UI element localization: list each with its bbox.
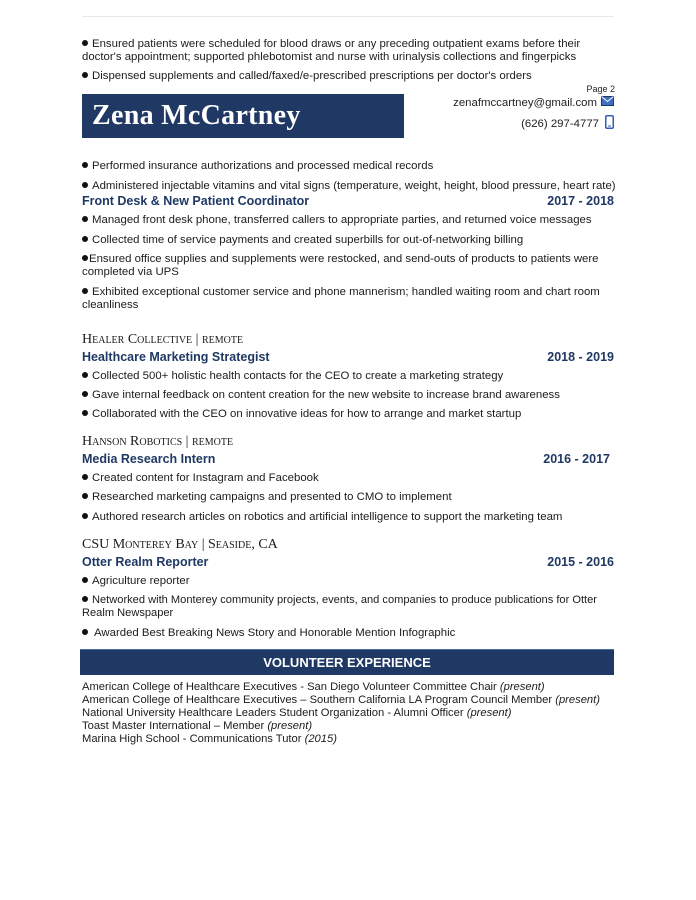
page-number: Page 2: [586, 84, 615, 94]
bullet-icon: [82, 72, 88, 78]
section-heading: VOLUNTEER EXPERIENCE: [263, 655, 431, 670]
bullet-item: Created content for Instagram and Facebook: [82, 472, 617, 485]
volunteer-item: National University Healthcare Leaders Student Organization - Alumni Officer (present): [82, 707, 512, 719]
bullet-icon: [82, 40, 88, 46]
bullet-icon: [82, 513, 88, 519]
candidate-name: Zena McCartney: [92, 100, 301, 131]
bullet-icon: [82, 372, 88, 378]
bullet-item: Administered injectable vitamins and vital signs (temperature, weight, height, blood pressure, heart rate): [82, 180, 617, 193]
job-dates: 2017 - 2018: [547, 194, 614, 208]
volunteer-status: (2015): [304, 733, 337, 745]
volunteer-status: (present): [267, 720, 313, 732]
bullet-item: Ensured office supplies and supplements were restocked, and send-outs of products to patients were completed via UPS: [82, 253, 599, 279]
bullet-item: Collected 500+ holistic health contacts for the CEO to create a marketing strategy: [82, 370, 617, 383]
bullet-item: Awarded Best Breaking News Story and Honorable Mention Infographic: [82, 627, 617, 640]
employer-name: CSU Monterey Bay | Seaside, CA: [82, 537, 278, 552]
volunteer-item: Toast Master International – Member (present): [82, 720, 313, 732]
bullet-icon: [82, 182, 88, 188]
bullet-icon: [82, 255, 88, 261]
bullet-item: Networked with Monterey community projects, events, and companies to produce publications for Otter Realm Newspaper: [82, 594, 598, 620]
contact-phone: [521, 115, 614, 132]
bullet-item: Agriculture reporter: [82, 575, 617, 588]
contact-email[interactable]: [453, 96, 614, 109]
name-banner: [82, 94, 404, 138]
job-title: Media Research Intern: [82, 452, 216, 466]
bullet-icon: [82, 391, 88, 397]
job-title: Healthcare Marketing Strategist: [82, 350, 270, 364]
bullet-item: Researched marketing campaigns and presented to CMO to implement: [82, 491, 617, 504]
bullet-item: Gave internal feedback on content creation for the new website to increase brand awareness: [82, 389, 617, 402]
section-header-volunteer: [80, 649, 614, 675]
job-dates: 2018 - 2019: [547, 350, 614, 364]
job-dates: 2015 - 2016: [547, 555, 614, 569]
bullet-icon: [82, 410, 88, 416]
envelope-icon: [601, 96, 614, 109]
job-title: Front Desk & New Patient Coordinator: [82, 194, 310, 208]
volunteer-status: (present): [555, 694, 600, 706]
bullet-item: Managed front desk phone, transferred callers to appropriate parties, and returned voice messages: [82, 214, 617, 227]
job-dates: 2016 - 2017: [543, 452, 610, 466]
page-divider: [82, 16, 614, 17]
bullet-item: Ensured patients were scheduled for blood draws or any preceding outpatient exams before their doctor's appointment; supported phlebotomist and nurse with urinalysis collections and fingerpicks: [82, 38, 581, 64]
bullet-item: Performed insurance authorizations and processed medical records: [82, 160, 617, 173]
employer-name: Hanson Robotics | remote: [82, 434, 234, 449]
volunteer-item: American College of Healthcare Executives - San Diego Volunteer Committee Chair (present): [82, 681, 545, 693]
bullet-item: Exhibited exceptional customer service and phone mannerism; handled waiting room and chart room cleanliness: [82, 286, 600, 312]
bullet-icon: [82, 162, 88, 168]
bullet-icon: [82, 493, 88, 499]
bullet-icon: [82, 474, 88, 480]
volunteer-item: Marina High School - Communications Tutor (2015): [82, 733, 337, 745]
bullet-icon: [82, 629, 88, 635]
bullet-icon: [82, 216, 88, 222]
phone-text: (626) 297-4777: [521, 117, 599, 130]
employer-name: Healer Collective | remote: [82, 332, 244, 347]
email-text[interactable]: zenafmccartney@gmail.com: [453, 96, 597, 109]
bullet-icon: [82, 596, 88, 602]
volunteer-item: American College of Healthcare Executives – Southern California LA Program Council Member (present): [82, 694, 600, 706]
bullet-item: Dispensed supplements and called/faxed/e-prescribed prescriptions per doctor's orders: [82, 70, 617, 83]
bullet-icon: [82, 577, 88, 583]
bullet-icon: [82, 236, 88, 242]
bullet-item: Collaborated with the CEO on innovative ideas for how to arrange and market startup: [82, 408, 617, 421]
volunteer-status: (present): [499, 681, 545, 693]
bullet-item: Collected time of service payments and created superbills for out-of-networking billing: [82, 234, 617, 247]
mobile-phone-icon: [605, 115, 614, 132]
bullet-icon: [82, 288, 88, 294]
volunteer-status: (present): [466, 707, 512, 719]
bullet-item: Authored research articles on robotics and artificial intelligence to support the marketing team: [82, 511, 617, 524]
job-title: Otter Realm Reporter: [82, 555, 209, 569]
